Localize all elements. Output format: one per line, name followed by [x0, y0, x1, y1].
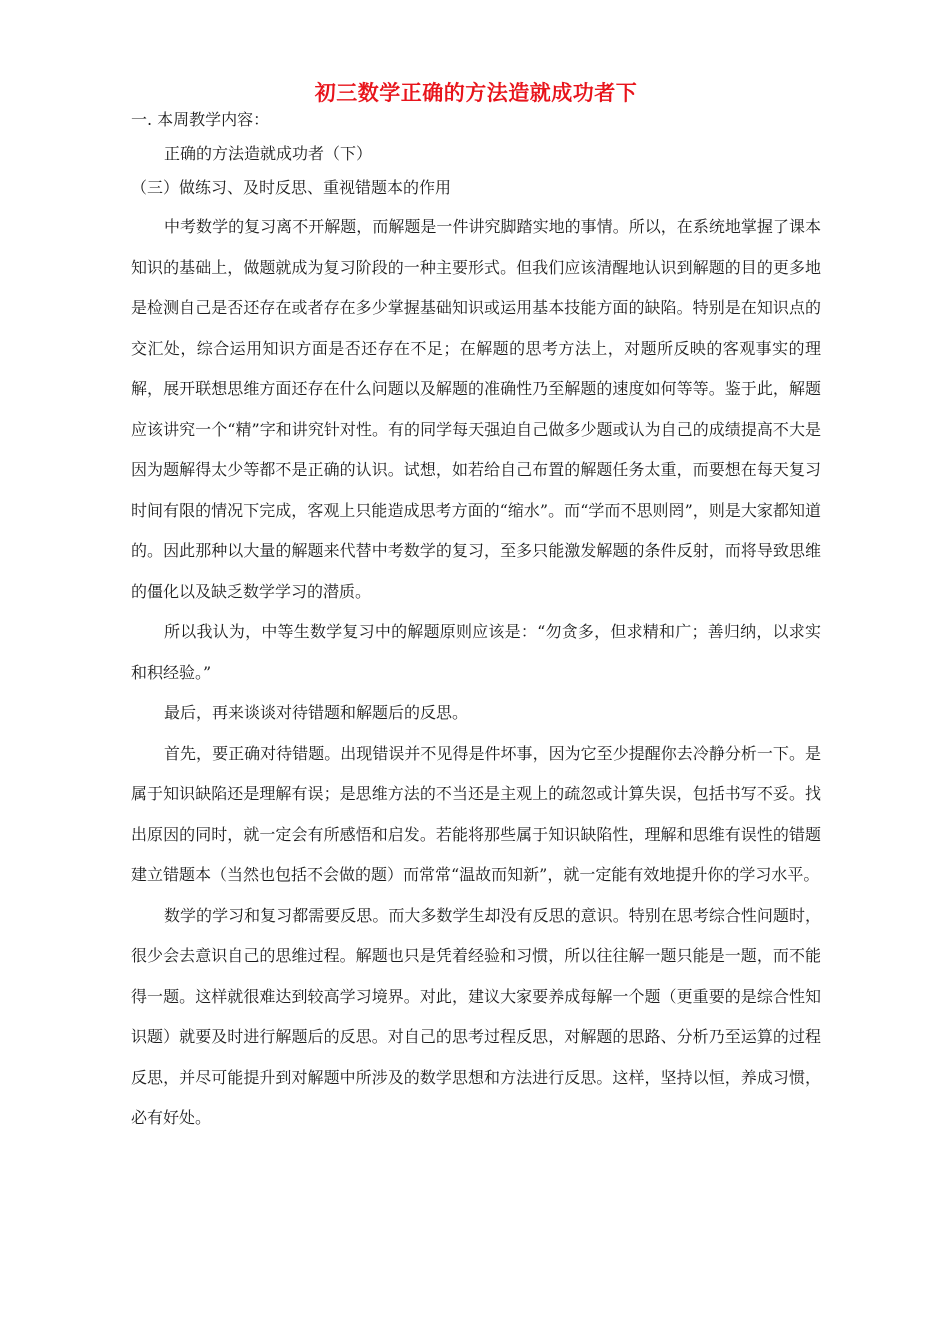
paragraph-1: 中考数学的复习离不开解题，而解题是一件讲究脚踏实地的事情。所以，在系统地掌握了课本知识的基础上，做题就成为复习阶段的一种主要形式。但我们应该清醒地认识到解题的目的更多地是检测自己是否还存在或者存在多少掌握基础知识或运用基本技能方面的缺陷。特别是在知识点的交汇处，综合运用知识方面是否还存在不足；在解题的思考方法上，对题所反映的客观事实的理解，展开联想思维方面还存在什么问题以及解题的准确性乃至解题的速度如何等等。鉴于此，解题应该讲究一个“精”字和讲究针对性。有的同学每天强迫自己做多少题或认为自己的成绩提高不大是因为题解得太少等都不是正确的认识。试想，如若给自己布置的解题任务太重，而要想在每天复习时间有限的情况下完成，客观上只能造成思考方面的“缩水”。而“学而不思则罔”，则是大家都知道的。因此那种以大量的解题来代替中考数学的复习，至多只能激发解题的条件反射，而将导致思维的僵化以及缺乏数学学习的潜质。	[131, 217, 821, 601]
part-heading: （三）做练习、及时反思、重视错题本的作用	[131, 178, 452, 197]
paragraph-2: 所以我认为，中等生数学复习中的解题原则应该是：“勿贪多，但求精和广；善归纳，以求实和积经验。”	[131, 622, 821, 682]
sub-heading: 正确的方法造就成功者（下）	[164, 144, 373, 163]
paragraph-4: 首先，要正确对待错题。出现错误并不见得是件坏事，因为它至少提醒你去冷静分析一下。是属于知识缺陷还是理解有误；是思维方法的不当还是主观上的疏忽或计算失误，包括书写不妥。找出原因的同时，就一定会有所感悟和启发。若能将那些属于知识缺陷性，理解和思维有误性的错题建立错题本（当然也包括不会做的题）而常常“温故而知新”，就一定能有效地提升你的学习水平。	[131, 743, 821, 884]
paragraph-3: 最后，再来谈谈对待错题和解题后的反思。	[164, 703, 469, 722]
document-page	[131, 78, 821, 1139]
paragraph-5: 数学的学习和复习都需要反思。而大多数学生却没有反思的意识。特别在思考综合性问题时，很少会去意识自己的思维过程。解题也只是凭着经验和习惯，所以往往解一题只能是一题，而不能得一题。这样就很难达到较高学习境界。对此，建议大家要养成每解一个题（更重要的是综合性知识题）就要及时进行解题后的反思。对自己的思考过程反思，对解题的思路、分析乃至运算的过程反思，并尽可能提升到对解题中所涉及的数学思想和方法进行反思。这样，坚持以恒，养成习惯，必有好处。	[131, 905, 821, 1127]
section-heading: 一. 本周教学内容：	[131, 110, 270, 129]
document-title: 初三数学正确的方法造就成功者下	[314, 80, 638, 105]
